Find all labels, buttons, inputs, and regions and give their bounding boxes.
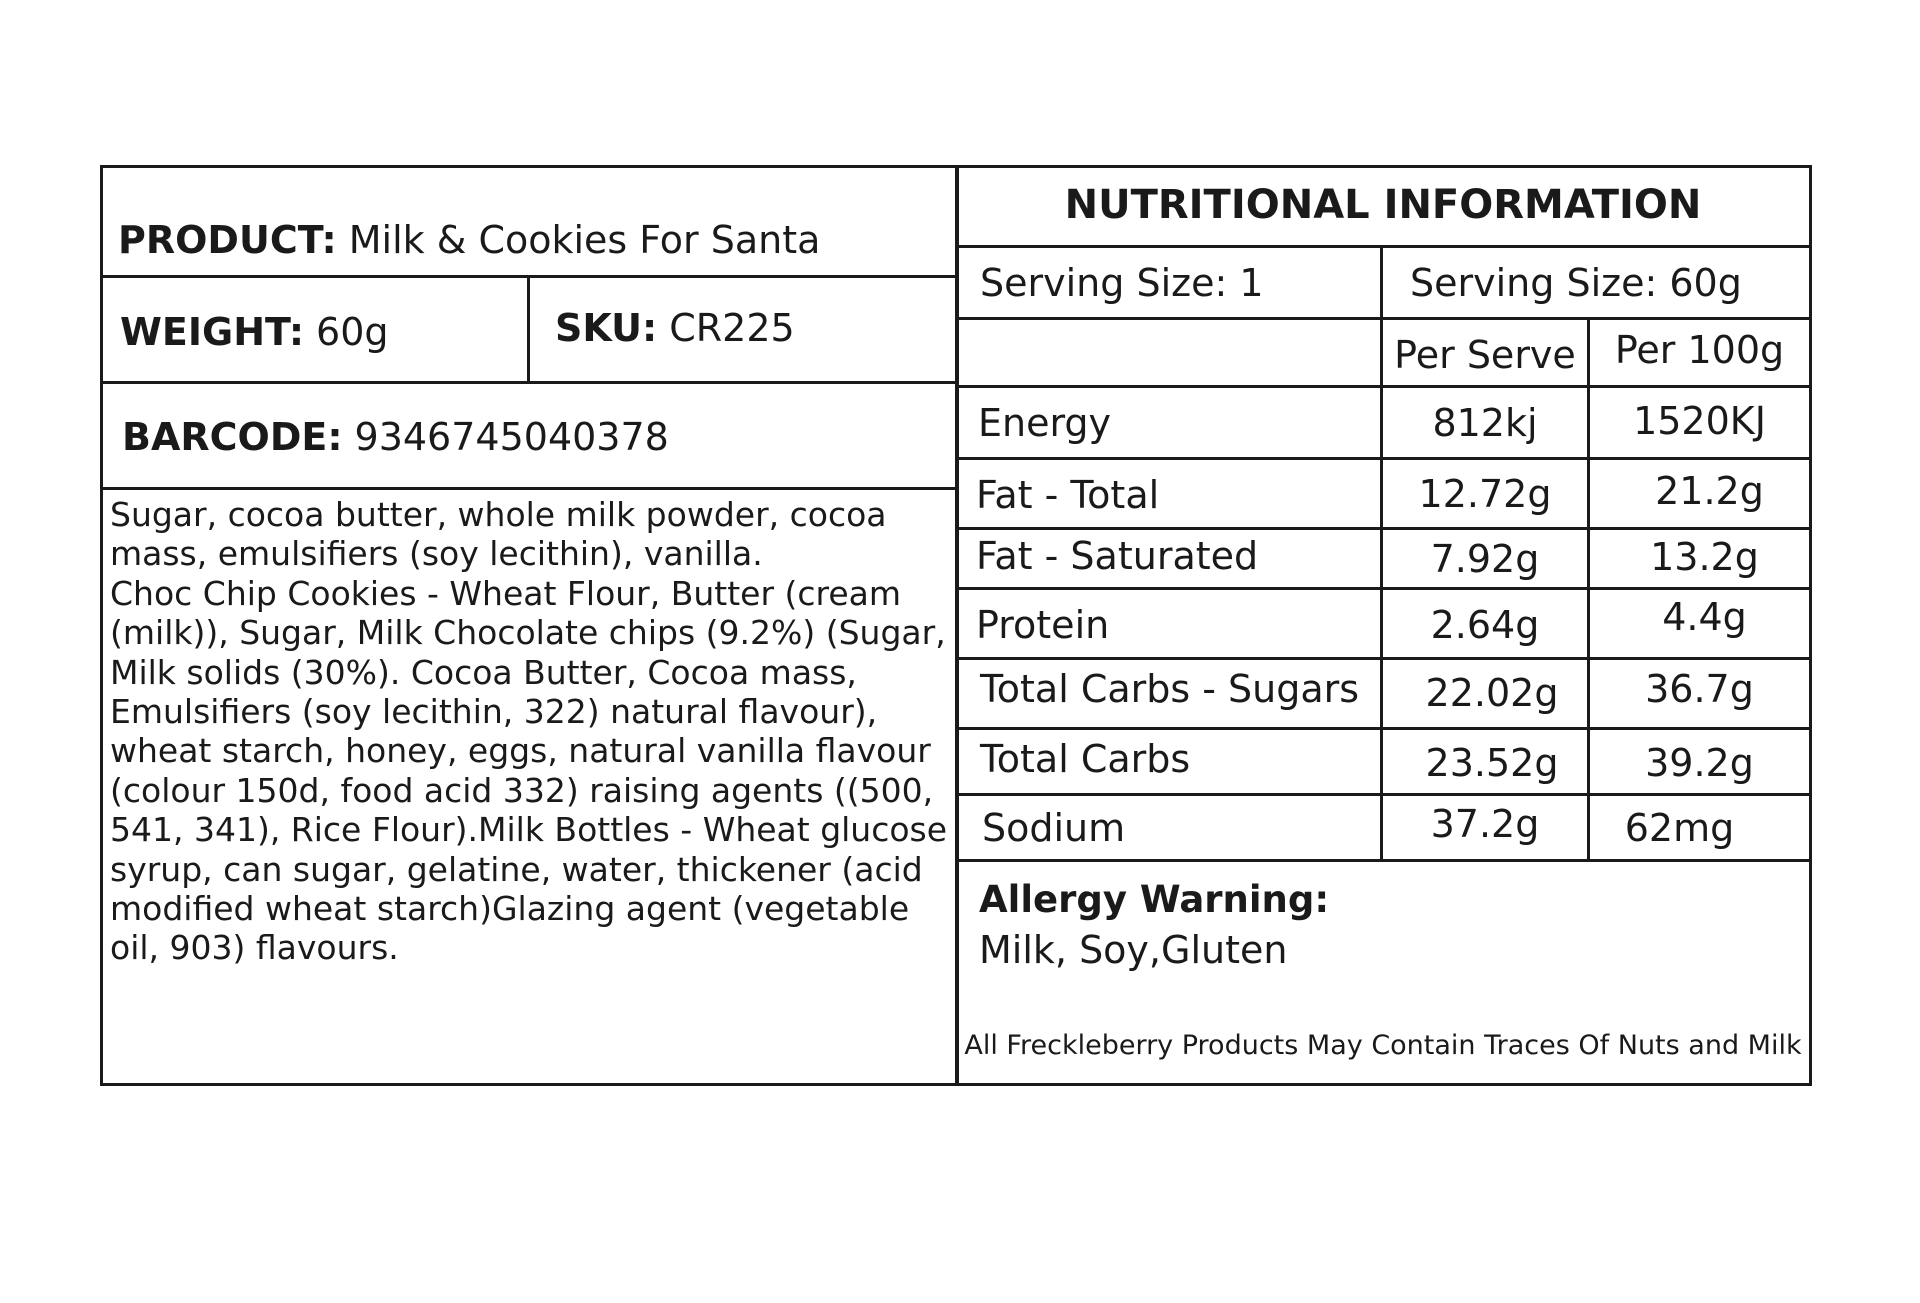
servings-per-pack: Serving Size: 1 [980,260,1264,305]
nutrient-per-100g: 36.7g [1645,667,1754,711]
nutrient-name: Fat - Saturated [976,534,1259,578]
sku-cell [555,283,795,373]
nutrient-per-serve: 7.92g [1430,536,1540,581]
product-value: Milk & Cookies For Santa [348,218,821,262]
nutrient-name: Sodium [982,806,1126,850]
col-head-per-serve: Per Serve [1394,333,1576,377]
nutrient-per-serve: 12.72g [1418,471,1552,516]
nutrient-per-100g: 21.2g [1655,468,1764,513]
divider-barcode [100,487,957,490]
nutrient-per-serve: 812kj [1432,400,1538,445]
ingredients-line-2: Choc Chip Cookies - Wheat Flour, Butter (cream (milk)), Sugar, Milk Chocolate chips (9.2%) (Sugar, Milk solids (30%). Cocoa Butter, Cocoa mass, Emulsifiers (soy lecithin, 322) natural flavour), wheat starch, honey, eggs, natural vanilla flavour (colour 150d, food acid 332) raising agents ((500, 541, 341), Rice Flour).Milk Bottles - Wheat glucose syrup, can sugar, gelatine, water, thickener (acid modified wheat starch)Glazing agent (vegetable oil, 903) flavours. [110,573,948,968]
product-cell [118,205,820,275]
divider-weight-sku [527,275,530,383]
nutrient-per-serve: 23.52g [1425,741,1559,785]
nutrient-per-serve: 37.2g [1430,802,1540,846]
nutrient-per-serve: 2.64g [1430,603,1540,647]
sku-value: CR225 [669,306,795,350]
weight-value: 60g [316,310,389,354]
nutrient-per-100g: 1520KJ [1633,398,1766,443]
product-label [100,165,1812,1086]
nutrient-name: Total Carbs [980,737,1191,781]
allergy-heading: Allergy Warning: [979,878,1330,921]
nutrient-per-serve: 22.02g [1425,671,1559,715]
barcode-value: 9346745040378 [354,415,669,459]
outer-border-left [100,165,103,1086]
weight-cell [120,287,389,377]
ingredients-text [110,495,950,968]
weight-key: WEIGHT: [120,310,305,354]
allergy-panel [957,862,1809,1083]
ingredients-line-1: Sugar, cocoa butter, whole milk powder, cocoa mass, emulsifiers (soy lecithin), vanilla. [110,495,887,574]
nutrient-per-100g: 39.2g [1645,741,1754,785]
nutrient-per-100g: 4.4g [1662,595,1747,639]
serving-size: Serving Size: 60g [1410,260,1742,305]
nutrient-name: Protein [976,603,1110,647]
barcode-key: BARCODE: [122,415,343,459]
allergy-list: Milk, Soy,Gluten [979,928,1288,972]
allergy-disclaimer: All Freckleberry Products May Contain Traces Of Nuts and Milk [964,1030,1802,1061]
nutrition-title: NUTRITIONAL INFORMATION [1064,182,1702,228]
nutrient-name: Fat - Total [976,472,1160,517]
nutrient-name: Total Carbs - Sugars [980,667,1360,711]
nutrient-per-100g: 13.2g [1650,535,1759,579]
barcode-cell [122,391,669,483]
nutrient-name: Energy [978,400,1112,445]
nutrient-per-100g: 62mg [1624,806,1735,850]
col-head-per-100g: Per 100g [1614,328,1785,372]
sku-key: SKU: [555,306,658,350]
product-key: PRODUCT: [118,218,337,262]
